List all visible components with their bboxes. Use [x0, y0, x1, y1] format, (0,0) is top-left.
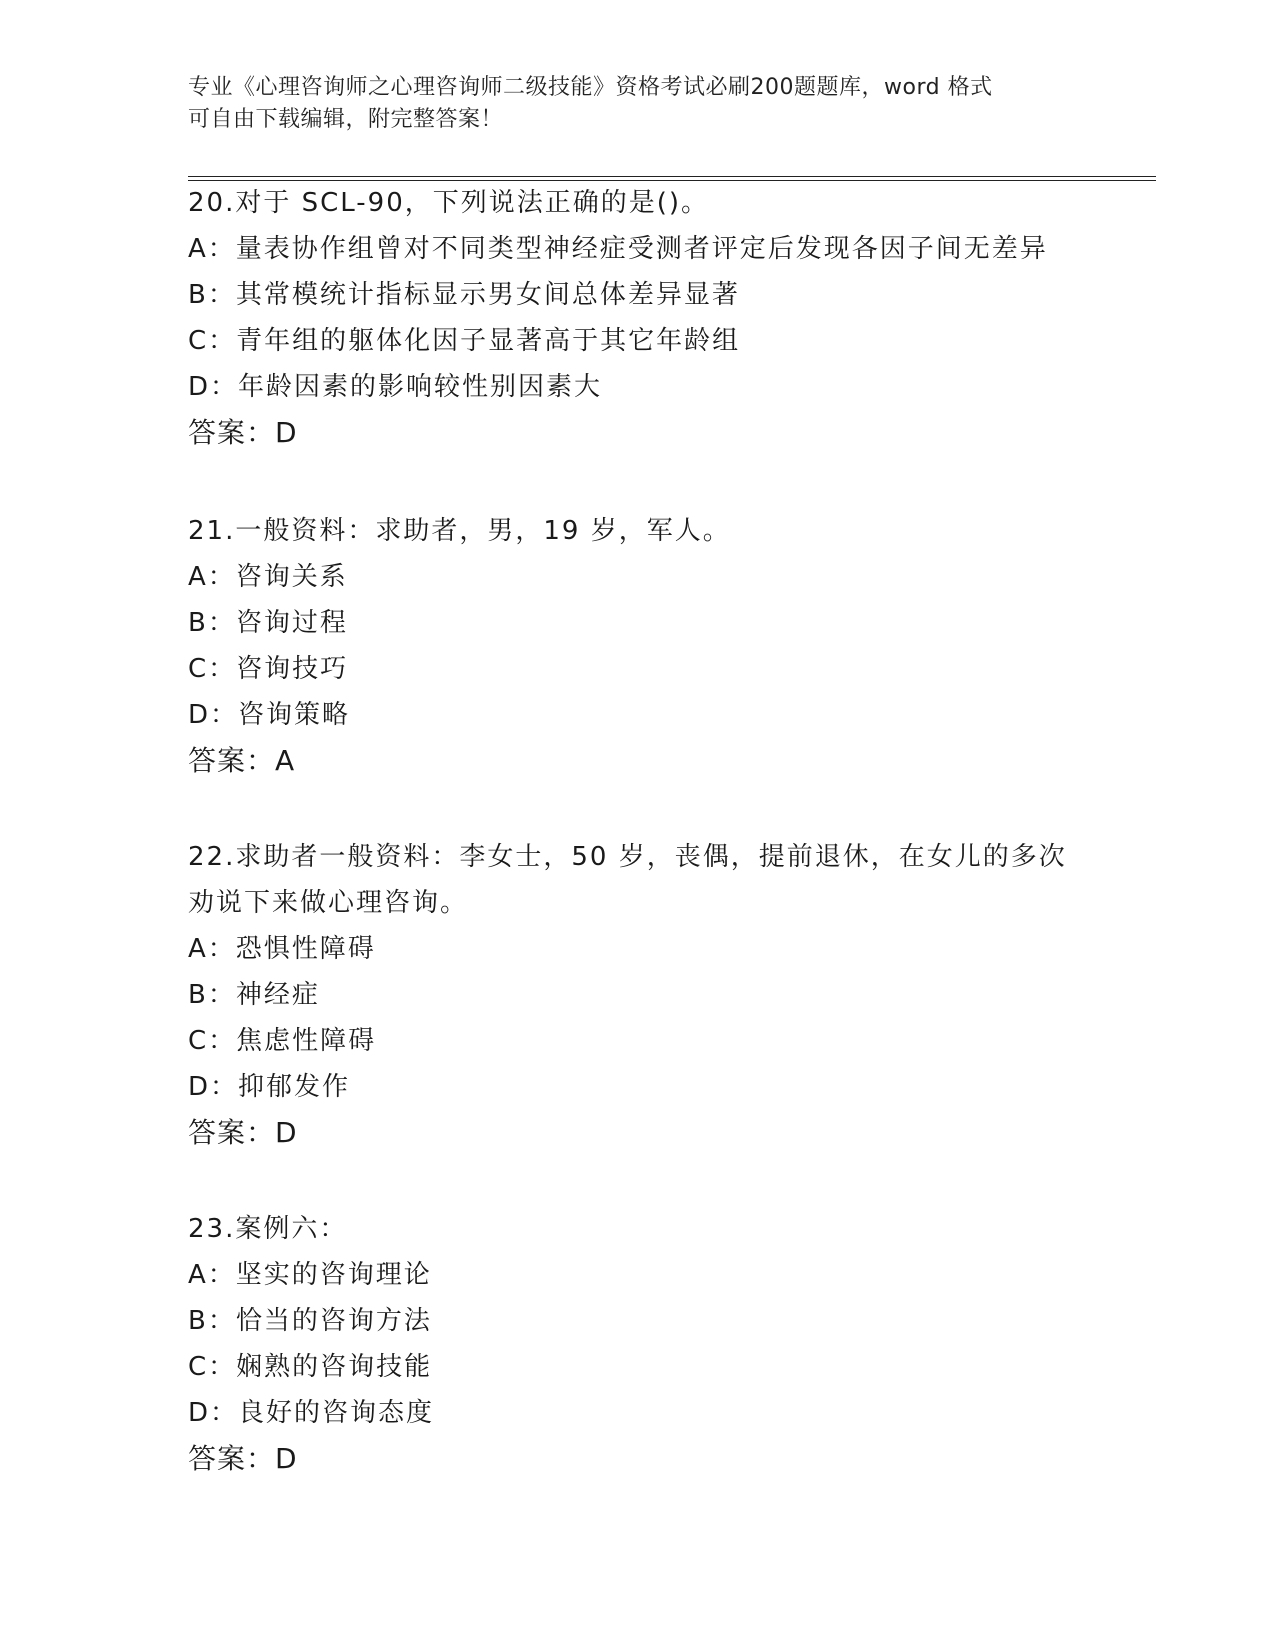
header-line-1: 专业《心理咨询师之心理咨询师二级技能》资格考试必刷200题题库，word 格式	[188, 75, 993, 100]
option-d: D：抑郁发作	[188, 1072, 351, 1102]
answer: 答案：D	[188, 1116, 298, 1149]
option-a: A：量表协作组曾对不同类型神经症受测者评定后发现各因子间无差异	[188, 234, 1048, 264]
question-20	[188, 180, 1128, 456]
option-c: C：咨询技巧	[188, 654, 349, 684]
option-b: B：其常模统计指标显示男女间总体差异显著	[188, 280, 740, 310]
answer: 答案：D	[188, 1442, 298, 1475]
option-d: D：咨询策略	[188, 700, 351, 730]
option-d: D：年龄因素的影响较性别因素大	[188, 372, 603, 402]
option-a: A：坚实的咨询理论	[188, 1260, 432, 1290]
option-b: B：神经症	[188, 980, 320, 1010]
option-a: A：咨询关系	[188, 562, 348, 592]
option-c: C：娴熟的咨询技能	[188, 1352, 433, 1382]
question-stem: 22.求助者一般资料：李女士，50 岁，丧偶，提前退休，在女儿的多次劝说下来做心理咨询。	[188, 842, 1067, 918]
option-b: B：咨询过程	[188, 608, 348, 638]
question-21	[188, 508, 1128, 784]
header-line-2: 可自由下载编辑，附完整答案！	[188, 107, 504, 132]
option-c: C：青年组的躯体化因子显著高于其它年龄组	[188, 326, 741, 356]
question-stem: 20.对于 SCL-90，下列说法正确的是()。	[188, 188, 710, 218]
question-22	[188, 834, 1078, 1156]
answer: 答案：A	[188, 744, 296, 777]
option-a: A：恐惧性障碍	[188, 934, 376, 964]
option-b: B：恰当的咨询方法	[188, 1306, 432, 1336]
question-stem: 21.一般资料：求助者，男，19 岁，军人。	[188, 516, 731, 546]
answer: 答案：D	[188, 416, 298, 449]
question-stem: 23.案例六：	[188, 1214, 348, 1244]
option-c: C：焦虑性障碍	[188, 1026, 377, 1056]
page-header	[188, 72, 1088, 136]
option-d: D：良好的咨询态度	[188, 1398, 435, 1428]
question-23	[188, 1206, 1128, 1482]
